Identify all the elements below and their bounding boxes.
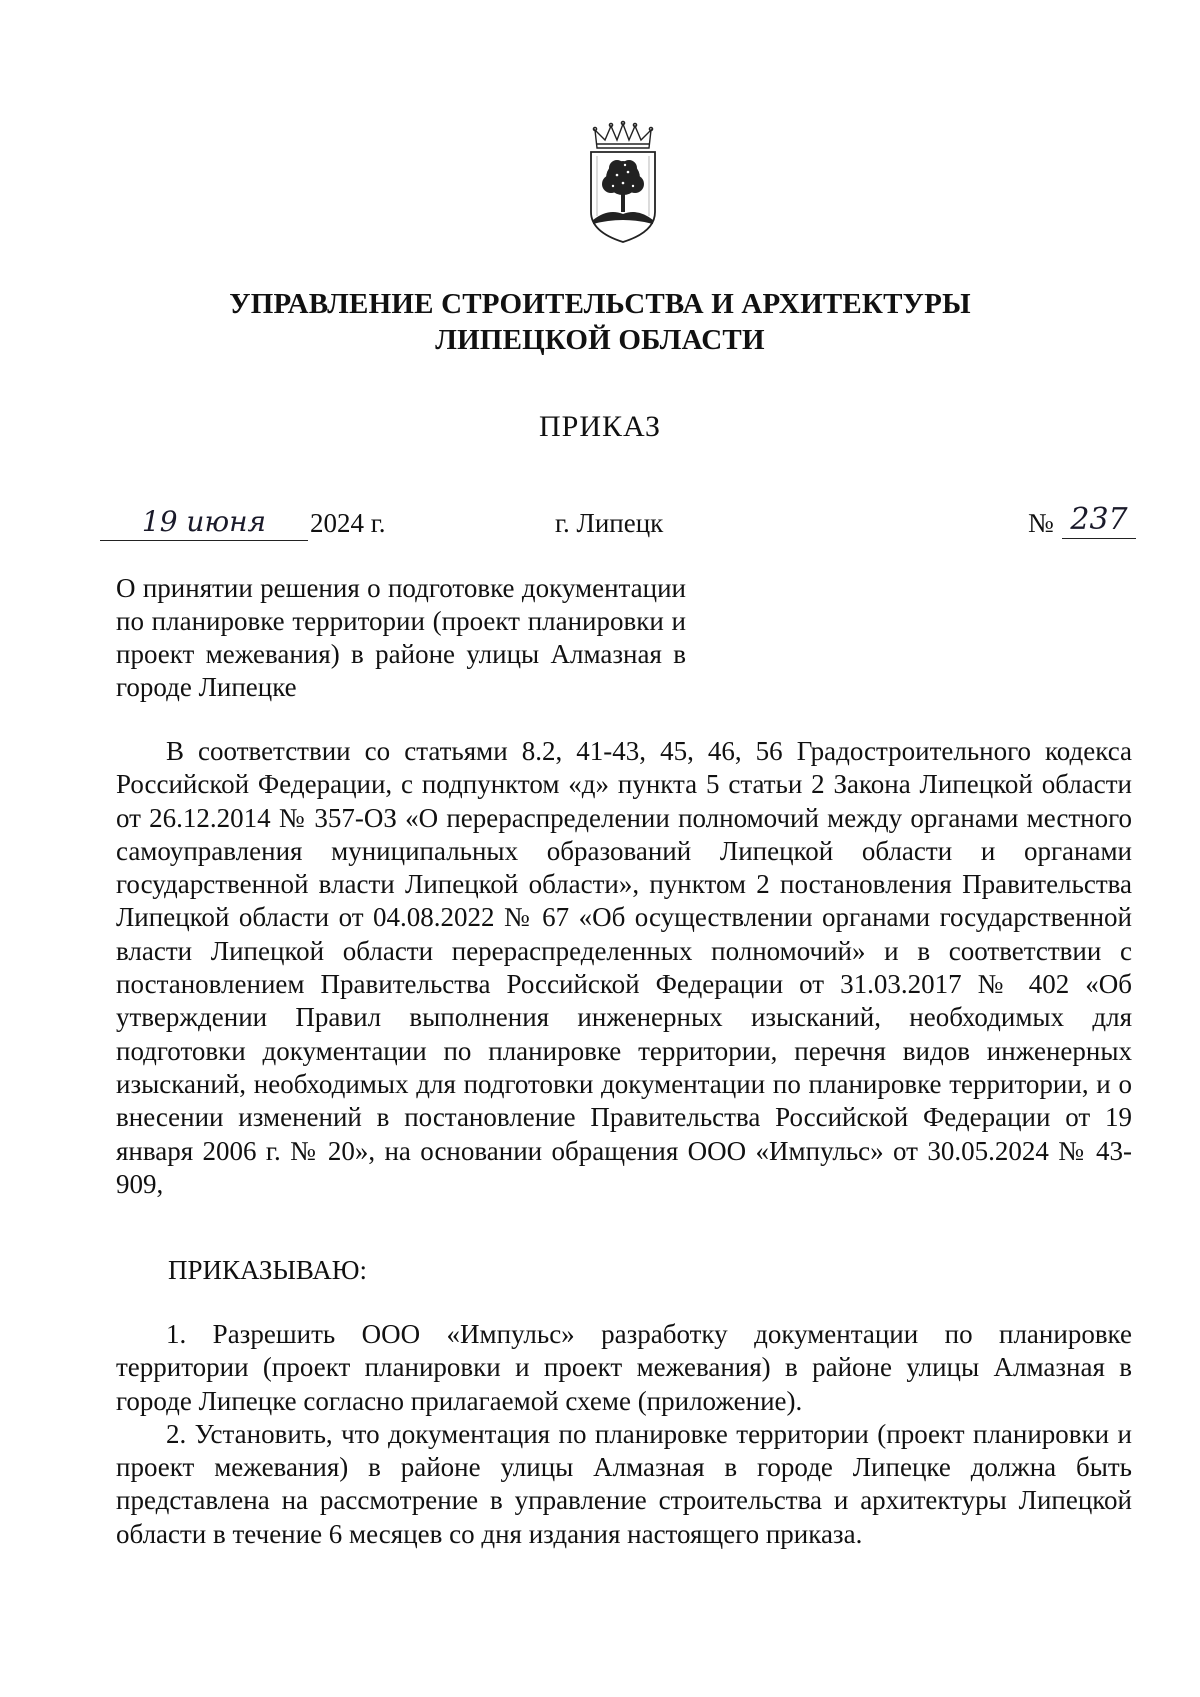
coat-of-arms-icon (583, 120, 663, 246)
order-item-2: 2. Установить, что документация по планировке территории (проект планировки и проект межевания) в районе улицы Алмазная в городе Липецке должна быть представлена на рассмотрение в управление строительства и архитектуры Липецкой области в течение 6 месяцев со дня издания настоящего приказа. (116, 1418, 1132, 1549)
document-subject: О принятии решения о подготовке документации по планировке территории (проект планировки и проект межевания) в районе улицы Алмазная в городе Липецке (116, 573, 686, 702)
handwritten-date: 19 июня (100, 504, 308, 541)
preamble-paragraph: В соответствии со статьями 8.2, 41-43, 45, 46, 56 Градостроительного кодекса Российской Федерации, с подпунктом «д» пункта 5 статьи 2 Закона Липецкой области от 26.12.2014 № 357-ОЗ «О перераспределении полномочий между органами местного самоуправления муниципальных образований Липецкой области и органами государственной власти Липецкой области», пунктом 2 постановления Правительства Липецкой области от 04.08.2022 № 67 «Об осуществлении органами государственной власти Липецкой области перераспределенных полномочий» и в соответствии с постановлением Правительства Российской Федерации от 31.03.2017 № 402 «Об утверждении Правил выполнения инженерных изысканий, необходимых для подготовки документации по планировке территории, перечня видов инженерных изысканий, необходимых для подготовки документации по планировке территории, и о внесении изменений в постановление Правительства Российской Федерации от 19 января 2006 г. № 20», на основании обращения ООО «Импульс» от 30.05.2024 № 43-909, (116, 736, 1132, 1199)
date-number-row (0, 502, 1200, 548)
number-sign: № (1028, 508, 1054, 538)
order-item-1: 1. Разрешить ООО «Импульс» разработку документации по планировке территории (проект планировки и проект межевания) в районе улицы Алмазная в городе Липецке согласно прилагаемой схеме (приложение). (116, 1319, 1132, 1416)
order-items (116, 1318, 1132, 1551)
order-word: ПРИКАЗЫВАЮ: (168, 1255, 367, 1285)
city: г. Липецк (555, 508, 664, 538)
document-type: ПРИКАЗ (539, 410, 661, 443)
date-year: 2024 г. (310, 508, 386, 538)
organization-title-line2: ЛИПЕЦКОЙ ОБЛАСТИ (435, 324, 765, 356)
organization-title-line1: УПРАВЛЕНИЕ СТРОИТЕЛЬСТВА И АРХИТЕКТУРЫ (229, 288, 971, 320)
handwritten-number: 237 (1062, 502, 1136, 539)
